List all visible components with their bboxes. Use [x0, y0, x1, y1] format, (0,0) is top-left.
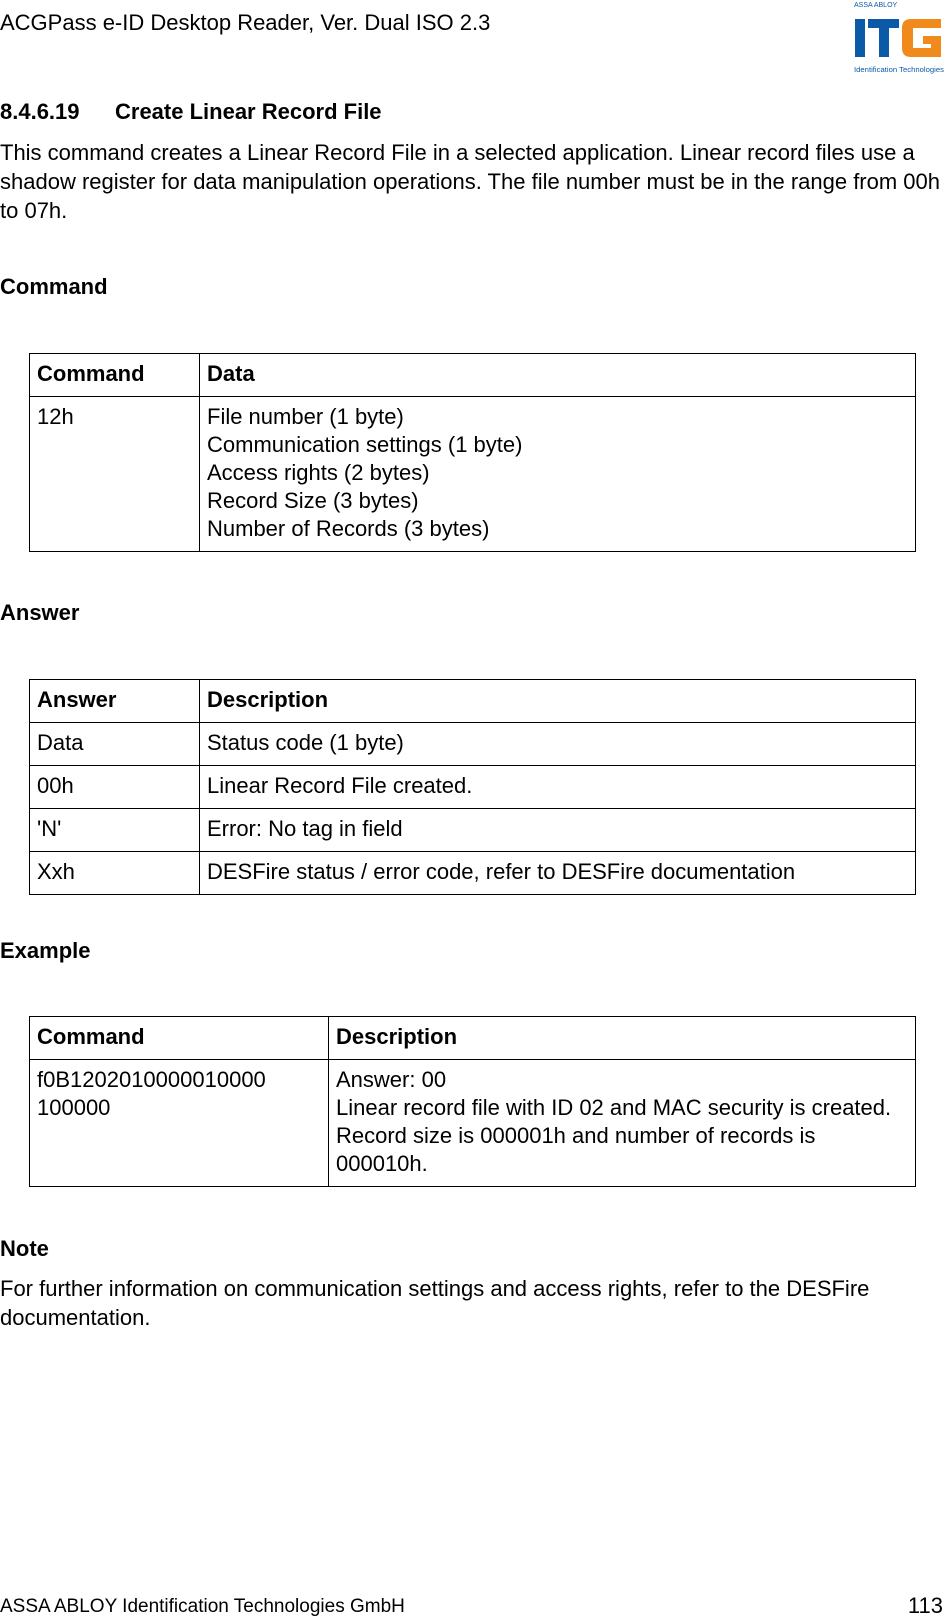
example-description-line: Answer: 00	[336, 1067, 447, 1092]
table-row	[30, 766, 916, 809]
table-row	[30, 809, 916, 852]
section-number: 8.4.6.19	[0, 99, 80, 124]
command-heading: Command	[0, 274, 108, 299]
example-heading: Example	[0, 938, 91, 963]
column-header: Data	[200, 354, 916, 397]
column-header: Description	[200, 680, 916, 723]
intro-paragraph: This command creates a Linear Record File in a selected application. Linear record files use a shadow register for data manipulation operations. The file number must be in the range from 00h to 07h.	[0, 140, 941, 223]
table-row	[30, 852, 916, 895]
note-paragraph: For further information on communication settings and access rights, refer to the DESFire documentation.	[0, 1276, 870, 1330]
section-heading	[0, 99, 382, 125]
command-table	[29, 353, 916, 552]
answer-code-cell: 'N'	[30, 809, 200, 852]
logo-letter-i	[855, 19, 865, 57]
document-header-title: ACGPass e-ID Desktop Reader, Ver. Dual ISO 2.3	[0, 10, 491, 35]
data-line: File number (1 byte)	[207, 404, 404, 429]
example-command-cell	[30, 1060, 329, 1187]
page-number: 113	[907, 1593, 943, 1618]
answer-code-cell: Xxh	[30, 852, 200, 895]
logo-brand-sub: Identification Technologies	[854, 65, 945, 74]
data-line: Access rights (2 bytes)	[207, 460, 430, 485]
data-line: Record Size (3 bytes)	[207, 488, 419, 513]
table-header-row	[30, 1017, 916, 1060]
example-description-line: Linear record file with ID 02 and MAC security is created. Record size is 000001h and number of records is 000010h.	[336, 1095, 892, 1176]
column-header: Description	[329, 1017, 916, 1060]
command-data-cell	[200, 397, 916, 552]
table-header-row	[30, 680, 916, 723]
data-line: Communication settings (1 byte)	[207, 432, 523, 457]
table-row	[30, 723, 916, 766]
note-heading: Note	[0, 1236, 49, 1261]
answer-code-cell: Data	[30, 723, 200, 766]
data-line: Number of Records (3 bytes)	[207, 516, 490, 541]
logo-brand-top: ASSA ABLOY	[854, 2, 898, 9]
answer-description-cell: Status code (1 byte)	[200, 723, 916, 766]
example-command-line: 100000	[37, 1095, 111, 1120]
answer-heading: Answer	[0, 600, 80, 625]
logo-letter-t-stem	[879, 19, 889, 57]
example-command-line: f0B1202010000010000	[37, 1067, 266, 1092]
column-header: Command	[30, 354, 200, 397]
answer-table	[29, 679, 916, 895]
section-title: Create Linear Record File	[115, 99, 382, 124]
answer-description-cell: Error: No tag in field	[200, 809, 916, 852]
itg-logo	[853, 0, 945, 76]
answer-description-cell: Linear Record File created.	[200, 766, 916, 809]
example-table	[29, 1016, 916, 1187]
answer-description-cell: DESFire status / error code, refer to DESFire documentation	[200, 852, 916, 895]
example-description-cell	[329, 1060, 916, 1187]
footer-company: ASSA ABLOY Identification Technologies GmbH	[0, 1596, 405, 1617]
table-row	[30, 397, 916, 552]
table-header-row	[30, 354, 916, 397]
column-header: Answer	[30, 680, 200, 723]
logo-letter-g	[902, 19, 941, 57]
table-row	[30, 1060, 916, 1187]
answer-code-cell: 00h	[30, 766, 200, 809]
command-code-cell: 12h	[30, 397, 200, 552]
column-header: Command	[30, 1017, 329, 1060]
